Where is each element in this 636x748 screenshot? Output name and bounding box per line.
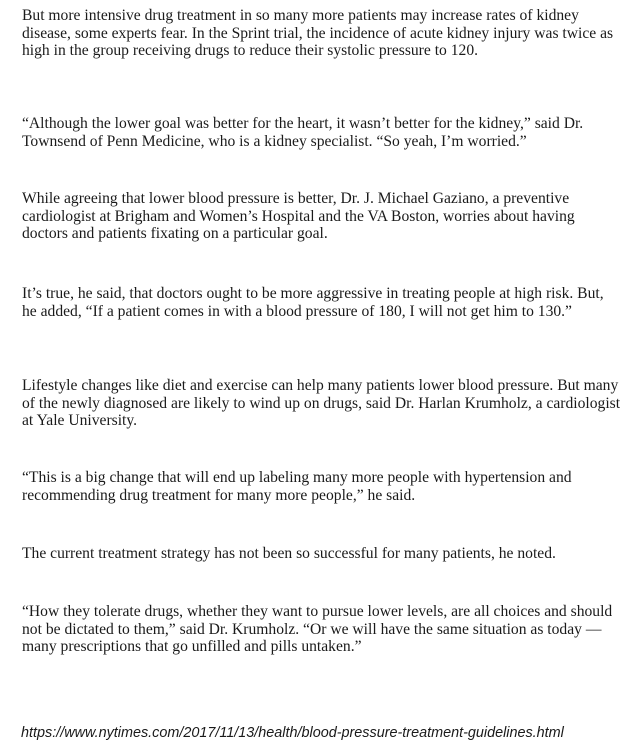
- article-paragraph-aggressive-treatment: It’s true, he said, that doctors ought to be more aggressive in treating people at high risk. But, he added, “If a patient comes in with a blood pressure of 180, I will not get him to 130.”: [22, 285, 604, 320]
- article-paragraph-townsend-quote: “Although the lower goal was better for the heart, it wasn’t better for the kidney,” said Dr. Townsend of Penn Medicine, who is a kidney specialist. “So yeah, I’m worried.”: [22, 115, 584, 150]
- article-paragraph-krumholz-quote: “How they tolerate drugs, whether they want to pursue lower levels, are all choices and should not be dictated to them,” said Dr. Krumholz. “Or we will have the same situation as today — many prescriptions that go unfilled and pills untaken.”: [22, 603, 613, 656]
- source-url: https://www.nytimes.com/2017/11/13/health/blood-pressure-treatment-guidelines.html: [21, 725, 564, 741]
- article-paragraph-lifestyle: Lifestyle changes like diet and exercise can help many patients lower blood pressure. But many of the newly diagnosed are likely to wind up on drugs, said Dr. Harlan Krumholz, a cardiologist at Yale University.: [22, 377, 621, 430]
- article-paragraph-kidney-risk: But more intensive drug treatment in so many more patients may increase rates of kidney disease, some experts fear. In the Sprint trial, the incidence of acute kidney injury was twice as high in the group receiving drugs to reduce their systolic pressure to 120.: [22, 7, 614, 60]
- article-paragraph-gaziano: While agreeing that lower blood pressure is better, Dr. J. Michael Gaziano, a preventive cardiologist at Brigham and Women’s Hospital and the VA Boston, worries about having doctors and patients fixating on a particular goal.: [22, 190, 575, 243]
- article-paragraph-big-change-quote: “This is a big change that will end up labeling many more people with hypertension and recommending drug treatment for many more people,” he said.: [22, 469, 572, 504]
- article-body: [22, 7, 622, 656]
- article-paragraph-current-strategy: The current treatment strategy has not been so successful for many patients, he noted.: [22, 545, 556, 562]
